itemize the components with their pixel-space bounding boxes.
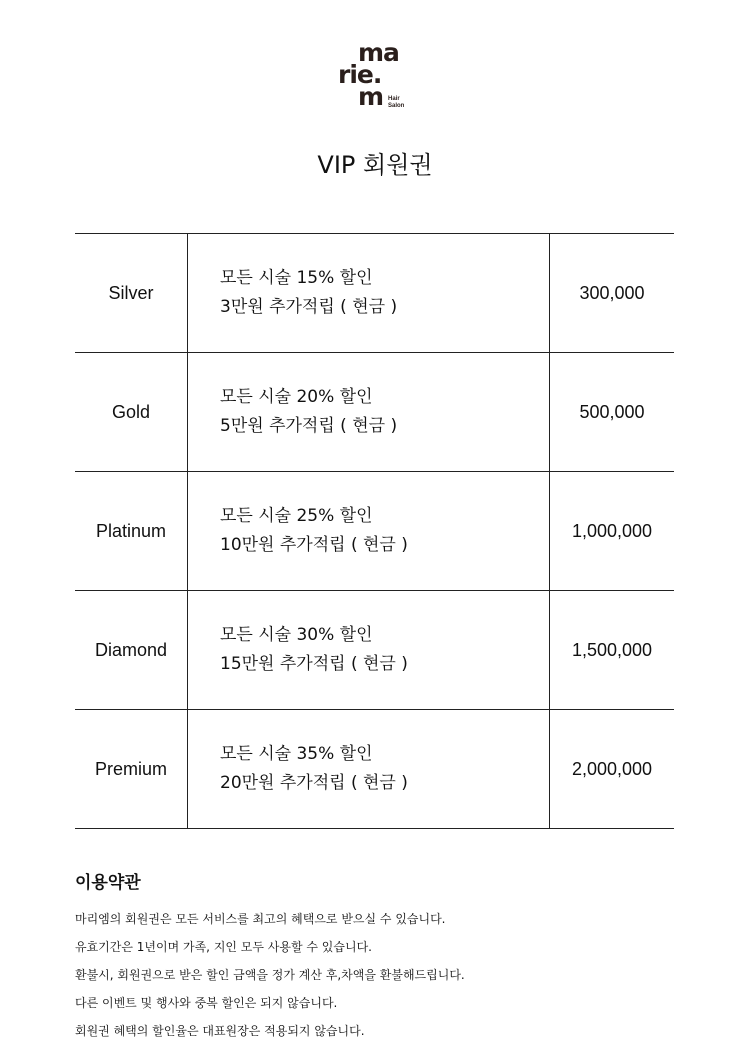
terms-item: 회원권 혜택의 할인율은 대표원장은 적용되지 않습니다. <box>75 1024 365 1038</box>
logo-text-line3: m <box>358 82 384 111</box>
terms-heading: 이용약관 <box>75 873 141 893</box>
tier-price: 1,000,000 <box>571 520 653 541</box>
tier-bonus: 5만원 추가적립 ( 현금 ) <box>220 416 398 436</box>
tier-discount: 모든 시술 15% 할인 <box>220 268 373 288</box>
table-row <box>75 472 674 591</box>
page-title: VIP 회원권 <box>317 151 433 179</box>
terms-list <box>75 905 715 1045</box>
tier-price: 2,000,000 <box>571 758 653 779</box>
table-row <box>75 710 674 829</box>
terms-item: 환불시, 회원권으로 받은 할인 금액을 정가 계산 후,차액을 환불해드립니다. <box>75 968 465 982</box>
table-row <box>75 591 674 710</box>
terms-item: 유효기간은 1년이며 가족, 지인 모두 사용할 수 있습니다. <box>75 940 372 954</box>
tier-benefits <box>187 234 550 352</box>
tier-name: Gold <box>111 401 151 422</box>
tier-discount: 모든 시술 35% 할인 <box>220 744 373 764</box>
tier-name: Silver <box>108 282 154 303</box>
tier-benefits <box>187 710 550 828</box>
tier-name: Platinum <box>95 520 167 541</box>
tier-name: Premium <box>94 758 167 779</box>
terms-item: 다른 이벤트 및 행사와 중복 할인은 되지 않습니다. <box>75 996 338 1010</box>
tier-bonus: 15만원 추가적립 ( 현금 ) <box>220 654 408 674</box>
tier-benefits <box>187 591 550 709</box>
logo-text-line2: rie. <box>338 60 382 89</box>
logo-tag-salon: Salon <box>388 103 405 109</box>
tier-benefits <box>187 472 550 590</box>
tier-price: 300,000 <box>579 282 645 303</box>
tier-bonus: 3만원 추가적립 ( 현금 ) <box>220 297 398 317</box>
table-row <box>75 233 674 353</box>
tier-discount: 모든 시술 30% 할인 <box>220 625 373 645</box>
table-row <box>75 353 674 472</box>
tier-discount: 모든 시술 25% 할인 <box>220 506 373 526</box>
logo-text-line1: ma <box>358 38 399 67</box>
logo-tagline <box>388 96 404 110</box>
brand-logo <box>336 40 426 112</box>
tier-bonus: 10만원 추가적립 ( 현금 ) <box>220 535 408 555</box>
tier-price: 1,500,000 <box>571 639 653 660</box>
membership-table <box>75 233 674 829</box>
tier-benefits <box>187 353 550 471</box>
tier-name: Diamond <box>94 639 168 660</box>
terms-item: 마리엠의 회원권은 모든 서비스를 최고의 혜택으로 받으실 수 있습니다. <box>75 912 446 926</box>
tier-price: 500,000 <box>579 401 645 422</box>
logo-tag-hair: Hair <box>388 96 400 102</box>
tier-bonus: 20만원 추가적립 ( 현금 ) <box>220 773 408 793</box>
tier-discount: 모든 시술 20% 할인 <box>220 387 373 407</box>
